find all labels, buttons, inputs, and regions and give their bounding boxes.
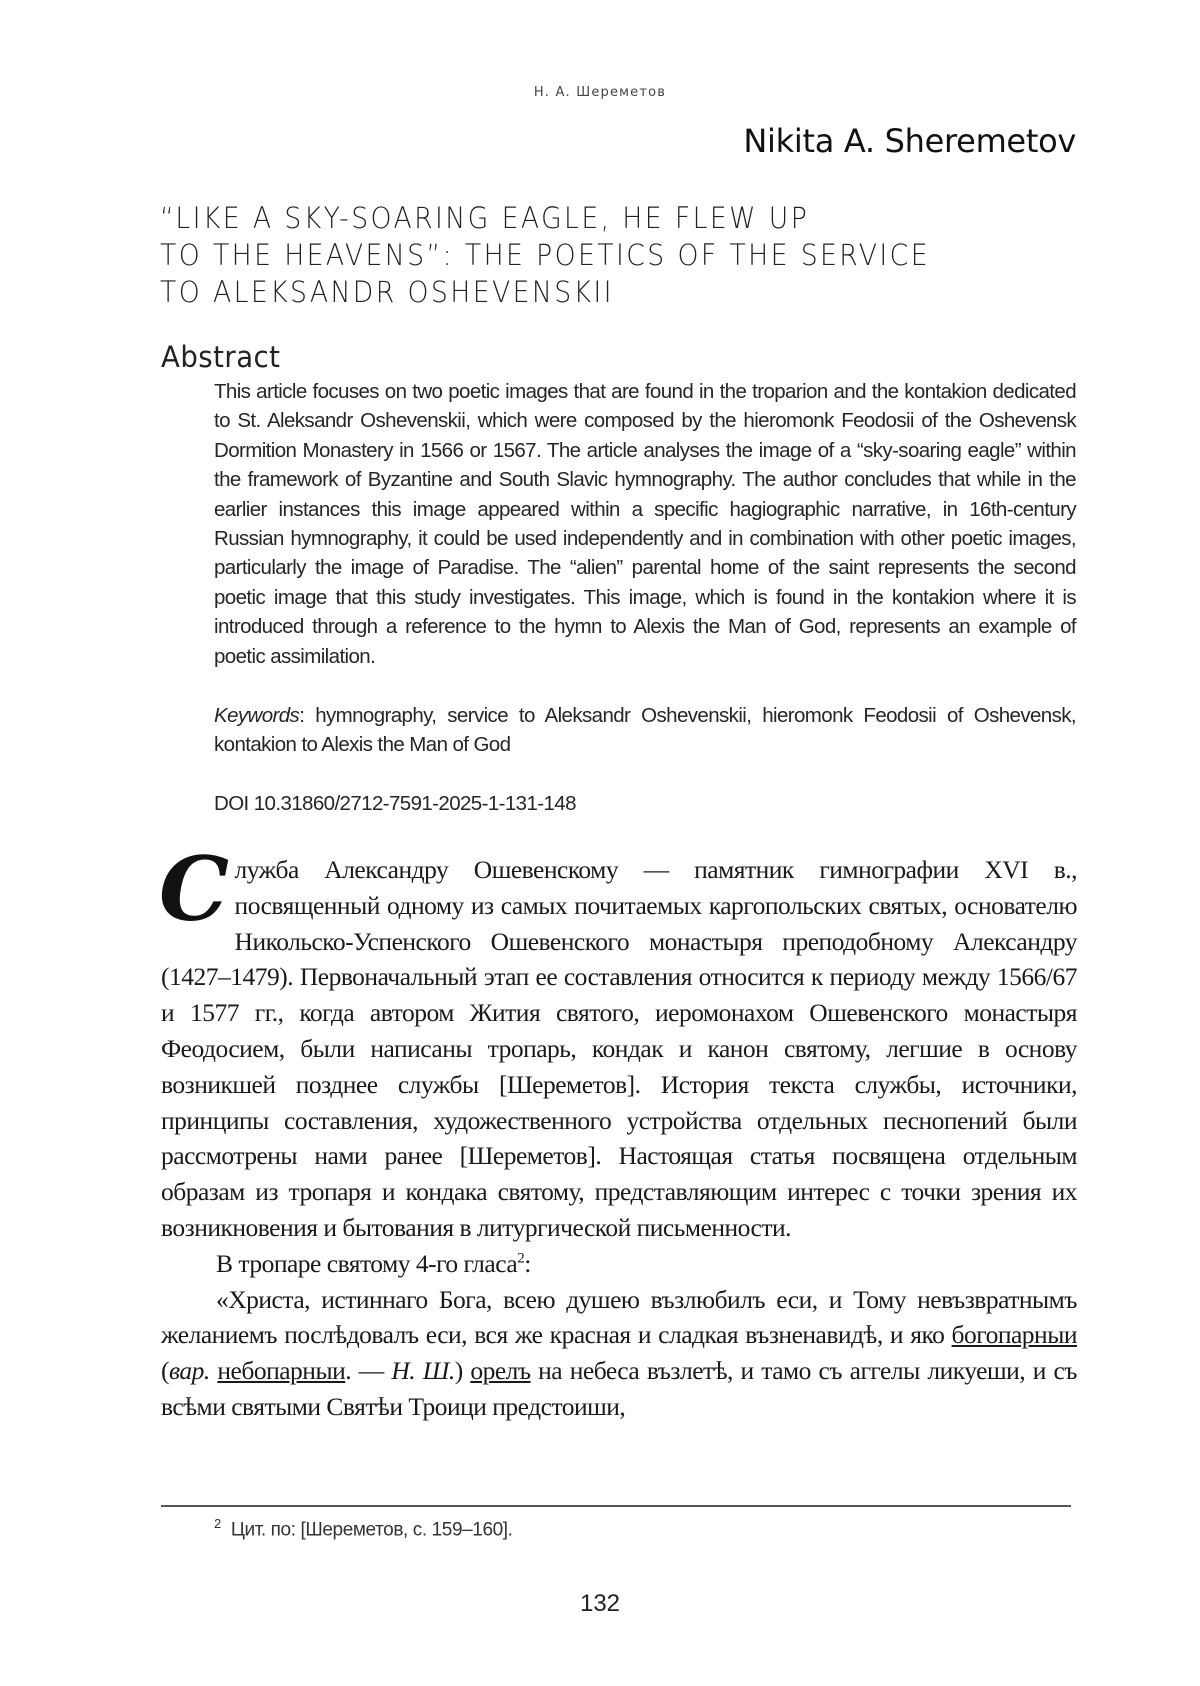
underlined-word: богопарныи	[951, 1320, 1077, 1350]
abstract-heading: Abstract	[161, 340, 281, 374]
running-head: Н. А. Шереметов	[533, 85, 667, 100]
italic-abbrev: вар.	[169, 1356, 210, 1386]
author-name: Nikita A. Sheremetov	[743, 122, 1076, 160]
article-title	[160, 200, 1060, 311]
quote-paragraph	[161, 1282, 1077, 1425]
underlined-word: орелъ	[470, 1356, 531, 1386]
footnote-divider	[161, 1505, 1071, 1507]
body-paragraph	[161, 1246, 1077, 1282]
footnote-reference[interactable]: 2	[517, 1250, 525, 1267]
quote-text: (	[161, 1356, 169, 1386]
title-line: TO ALEKSANDR OSHEVENSKII	[160, 275, 614, 309]
keywords-text: : hymnography, service to Aleksandr Oshevenskii, hieromonk Feodosii of Oshevensk, kontakion to Alexis the Man of God	[214, 704, 1076, 757]
quote-text: . —	[345, 1356, 392, 1386]
quote-text: «Христа, истиннаго Бога, всею душею възлюбилъ еси, и Тому невъзвратнымъ желаниемъ послѣдовалъ еси, вся же красная и сладкая възненавидѣ, и яко	[161, 1284, 1077, 1350]
page-number: 132	[579, 1590, 621, 1617]
footnote	[214, 1516, 513, 1541]
quote-text: на небеса възлетѣ, и тамо съ аггелы ликуеши, и съ всѣми святыми Святѣи Троици предстоиши,	[161, 1356, 1077, 1421]
abstract-text: This article focuses on two poetic images that are found in the troparion and the kontakion dedicated to St. Aleksandr Oshevenskii, which were composed by the hieromonk Feodosii of the Oshevensk Dormition Monastery in 1566 or 1567. The article analyses the image of a “sky-soaring eagle” within the framework of Byzantine and South Slavic hymnography. The author concludes that while in the earlier instances this image appeared within a specific hagiographic narrative, in 16th-century Russian hymnography, it could be used independently and in combination with other poetic images, particularly the image of Paradise. The “alien” parental home of the saint represents the second poetic image that this study investigates. This image, which is found in the kontakion where it is introduced through a reference to the hymn to Alexis the Man of God, represents an example of poetic assimilation.	[214, 380, 1076, 668]
drop-cap: С	[159, 837, 229, 941]
doi: DOI 10.31860/2712-7591-2025-1-131-148	[214, 791, 576, 815]
paragraph-text: лужба Александру Ошевенскому — памятник гимнографии XVI в., посвященный одному из самых почитаемых каргопольских святых, основателю Никольско-Успенского Ошевенского монастыря преподобному Александру (1427–1479). Первоначальный этап ее составления относится к периоду между 1566/67 и 1577 гг., когда автором Жития святого, иеромонахом Ошевенского монастыря Феодосием, были написаны тропарь, кондак и канон святому, легшие в основу возникшей позднее службы [Шереметов]. История текста службы, источники, принципы составления, художественного устройства отдельных песнопений были рассмотрены нами ранее [Шереметов]. Настоящая статья посвящена отдельным образам из тропаря и кондака святому, представляющим интерес с точки зрения их возникновения и бытования в литургической письменности.	[161, 855, 1077, 1242]
abstract-block	[214, 377, 1076, 818]
body-paragraph	[159, 837, 1077, 1246]
paragraph-text: В тропаре святому 4-го гласа	[216, 1248, 518, 1278]
body-text	[159, 837, 1077, 1425]
italic-initials: Н. Ш.	[391, 1356, 455, 1386]
keywords-label: Keywords	[214, 704, 300, 728]
quote-text: )	[454, 1356, 471, 1386]
footnote-number: 2	[214, 1516, 221, 1531]
footnote-text: Цит. по: [Шереметов, с. 159–160].	[230, 1519, 513, 1541]
keywords	[214, 701, 1076, 760]
paragraph-text-end: :	[524, 1248, 531, 1278]
title-line: TO THE HEAVENS”: THE POETICS OF THE SERVICE	[160, 238, 930, 272]
title-line: “LIKE A SKY-SOARING EAGLE, HE FLEW UP	[160, 201, 810, 235]
underlined-word: небопарныи	[217, 1356, 346, 1386]
